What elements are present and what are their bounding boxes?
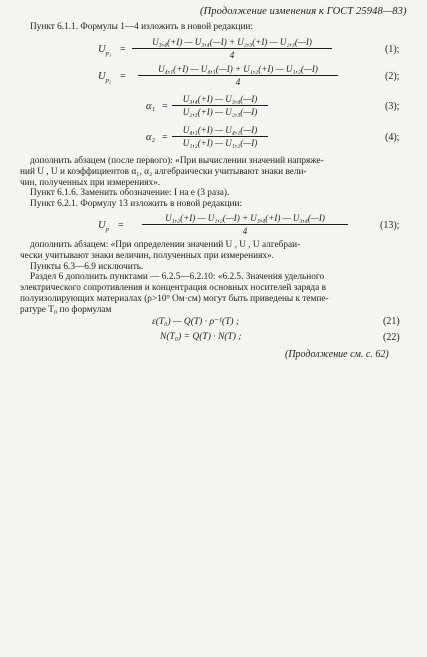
paragraph-6-3-6-9: Пункты 6.3—6.9 исключить. [30,262,144,272]
formula-1-number: (1); [385,44,400,55]
formula-13-denominator: 4 [242,226,248,236]
formula-13-equals: = [118,220,124,231]
paragraph-add-2-line-1: дополнить абзацем: «При определении значений U , U , U алгебраи- [30,240,301,250]
formula-13-fraction [142,212,348,237]
paragraph-add-1-line-1: дополнить абзацем (после первого): «При вычислении значений напряже- [30,156,324,166]
paragraph-section-6-line-4: ратуре T₀ по формулам [20,305,112,315]
formula-3 [0,93,427,123]
paragraph-6-1-6: Пункт 6.1.6. Заменить обозначение: I на e (3 раза). [30,188,230,198]
paragraph-6-1-1: Пункт 6.1.1. Формулы 1—4 изложить в новой редакции: [30,22,253,32]
paragraph-6-2-1: Пункт 6.2.1. Формулу 13 изложить в новой редакции: [30,199,243,209]
formula-13 [0,212,427,242]
paragraph-section-6-line-1: Раздел 6 дополнить пунктами — 6.2.5—6.2.10: «6.2.5. Значения удельного [30,272,325,282]
formula-4-denominator: U₁,₂(+I) — U₁,₂(—I) [182,138,258,148]
formula-1-numerator: U₃,₄(+I) — U₃,₄(—I) + U₂,₃(+I) — U₂,₃(—I) [132,36,332,49]
formula-21: ε(T₀) — Q(T) · ρ⁻¹(T) ; [152,317,240,327]
formula-22-number: (22) [383,332,400,343]
formula-1-equals: = [120,44,126,55]
formula-4-fraction [172,124,268,149]
formula-3-numerator: U₃,₄(+I) — U₃,₄(—I) [172,93,268,106]
formula-2 [0,63,427,93]
formula-13-numerator: U₁,₂(+I) — U₁,₂(—I) + U₃,₄(+I) — U₃,₄(—I) [142,212,348,225]
formula-2-fraction [138,63,338,88]
formula-3-lhs: α₁ [146,101,156,112]
paragraph-section-6-line-3: полуизолирующих материалах (ρ>10⁹ Ом·см) могут быть приведены к темпе- [20,294,329,304]
page-footer-continuation: (Продолжение см. с. 62) [285,349,389,360]
formula-2-denominator: 4 [235,77,241,87]
formula-4-lhs: α₂ [146,132,156,143]
formula-21-number: (21) [383,316,400,327]
formula-4-equals: = [162,132,168,143]
formula-4-number: (4); [385,132,400,143]
formula-22: N(T₀) = Q(T) · N(T) ; [160,332,242,342]
paragraph-add-2-line-2: чески учитывают знаки величин, полученных при измерениях». [20,251,274,261]
formula-4-numerator: U₄,₁(+I) — U₄,₁(—I) [172,124,268,137]
formula-13-lhs: $U_p$ [98,220,109,234]
formula-1-lhs: $U_{p_1}$ [98,44,112,58]
paragraph-add-1-line-3: чин, полученных при измерениях». [20,178,161,188]
formula-3-number: (3); [385,101,400,112]
page-header: (Продолжение изменения к ГОСТ 25948—83) [200,6,407,17]
formula-2-lhs: $U_{p_2}$ [98,71,112,85]
formula-4 [0,124,427,154]
formula-2-equals: = [120,71,126,82]
formula-3-fraction [172,93,268,118]
paragraph-add-1-line-2: ний U , U и коэффициентов α₁, α₂ алгебраически учитывают знаки вели- [20,167,307,177]
formula-1-fraction [132,36,332,61]
formula-3-denominator: U₂,₃(+I) — U₂,₃(—I) [182,107,258,117]
formula-1 [0,36,427,66]
formula-1-denominator: 4 [229,50,235,60]
formula-13-number: (13); [380,220,400,231]
formula-3-equals: = [162,101,168,112]
formula-2-number: (2); [385,71,400,82]
paragraph-section-6-line-2: электрического сопротивления и концентрация основных носителей заряда в [20,283,327,293]
formula-2-numerator: U₄,₁(+I) — U₄,₁(—I) + U₁,₂(+I) — U₁,₂(—I) [138,63,338,76]
